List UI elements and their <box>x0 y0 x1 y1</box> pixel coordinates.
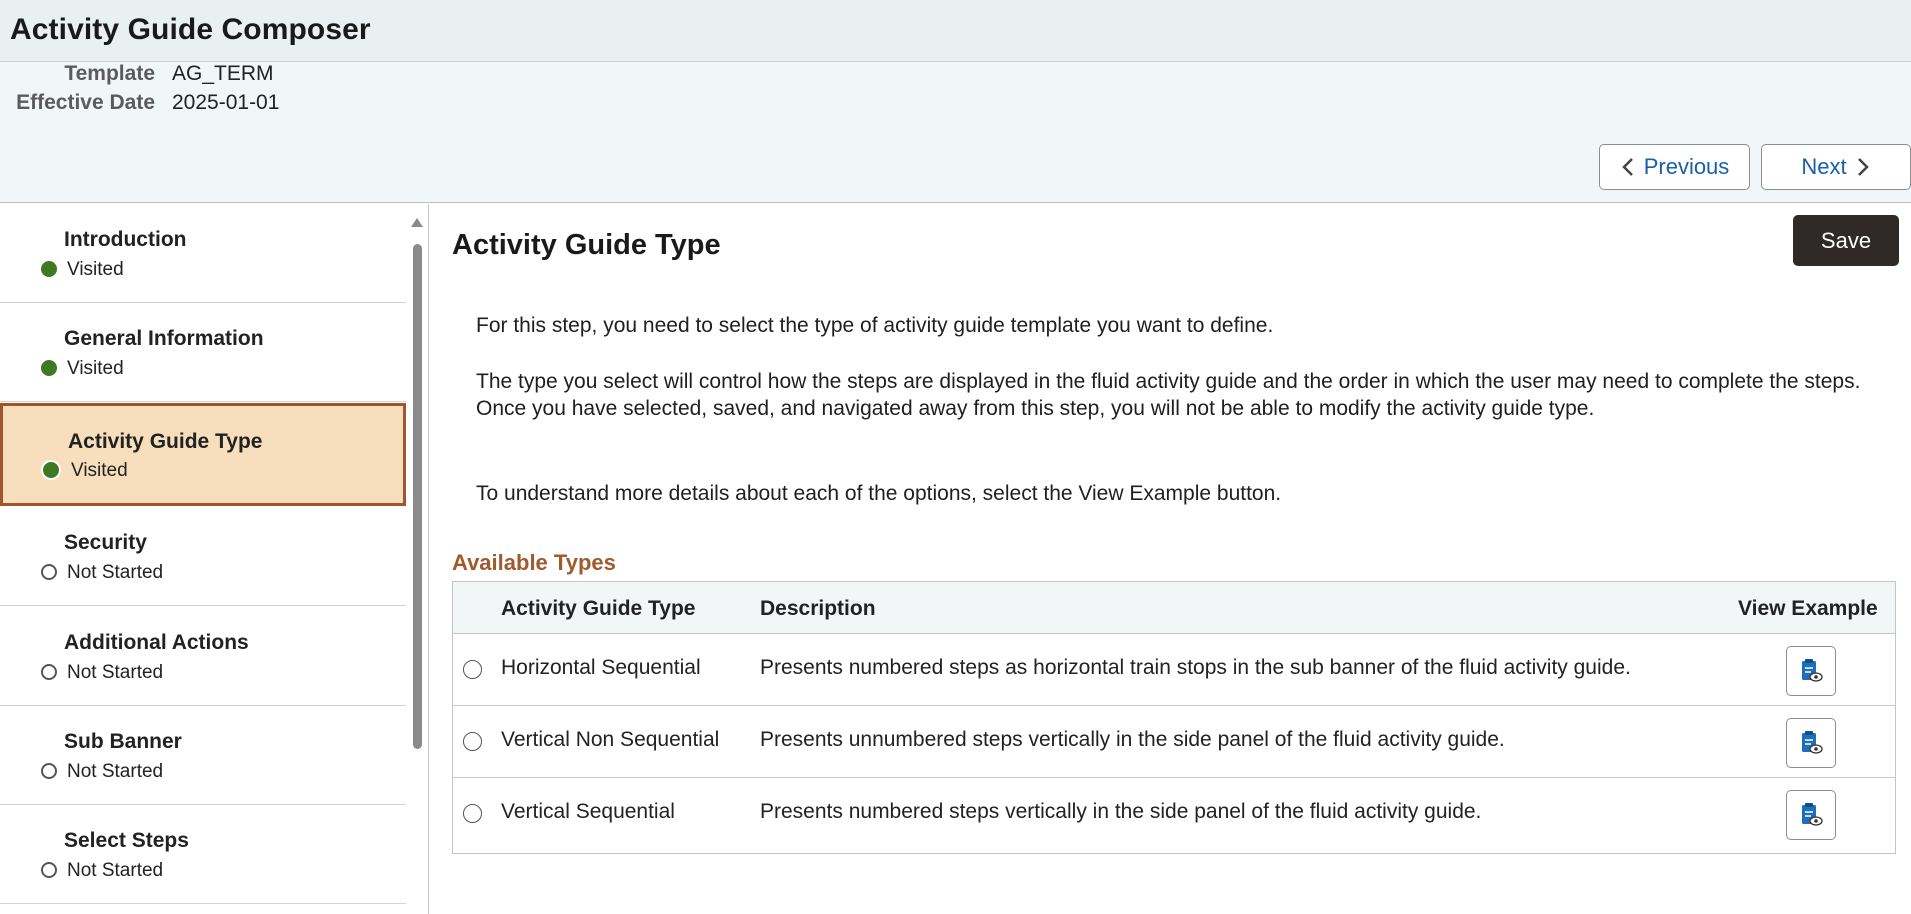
step-title: Select Steps <box>64 829 189 852</box>
step-introduction[interactable] <box>0 204 406 303</box>
step-status: Visited <box>71 460 128 481</box>
step-status: Not Started <box>67 662 164 683</box>
effective-date-label: Effective Date <box>16 91 155 114</box>
sidebar-scrollbar[interactable] <box>408 212 426 912</box>
step-title: General Information <box>64 327 264 350</box>
column-header-description: Description <box>760 597 876 620</box>
template-label: Template <box>64 62 155 85</box>
next-button-label: Next <box>1801 154 1847 179</box>
type-description: Presents unnumbered steps vertically in the side panel of the fluid activity guide. <box>760 728 1505 751</box>
step-sub-banner[interactable] <box>0 706 406 805</box>
column-header-view-example: View Example <box>1738 597 1878 620</box>
available-types-grid <box>452 581 1896 854</box>
effective-date-value: 2025-01-01 <box>172 91 280 114</box>
available-types-title: Available Types <box>452 550 616 575</box>
not-started-icon <box>41 564 57 580</box>
type-explanation-paragraph: The type you select will control how the steps are displayed in the fluid activity guide and the order in which the user may need to complete the steps. Once you have selected, saved, and navigated away from this step, you will not be able to modify the activity guide type. <box>476 370 1861 420</box>
intro-paragraph: For this step, you need to select the type of activity guide template you want to define. <box>476 314 1274 337</box>
type-description: Presents numbered steps as horizontal train stops in the sub banner of the fluid activity guide. <box>760 656 1631 679</box>
visited-icon <box>43 462 59 478</box>
step-general-information[interactable] <box>0 303 406 402</box>
view-example-hint: To understand more details about each of the options, select the View Example button. <box>476 482 1282 505</box>
type-name: Vertical Sequential <box>501 800 675 823</box>
step-security[interactable] <box>0 507 406 606</box>
column-header-type: Activity Guide Type <box>501 597 696 620</box>
not-started-icon <box>41 862 57 878</box>
table-row <box>453 634 1895 706</box>
step-activity-guide-type[interactable] <box>0 403 406 506</box>
type-radio-vertical-sequential[interactable] <box>463 804 482 823</box>
step-status: Not Started <box>67 761 164 782</box>
not-started-icon <box>41 664 57 680</box>
step-title: Additional Actions <box>64 631 249 654</box>
table-row <box>453 778 1895 850</box>
type-radio-vertical-non-sequential[interactable] <box>463 732 482 751</box>
type-description: Presents numbered steps vertically in the side panel of the fluid activity guide. <box>760 800 1482 823</box>
step-additional-actions[interactable] <box>0 607 406 706</box>
previous-button-label: Previous <box>1643 154 1730 179</box>
save-button[interactable]: Save <box>1793 215 1899 266</box>
app-title: Activity Guide Composer <box>10 13 371 46</box>
type-radio-horizontal-sequential[interactable] <box>463 660 482 679</box>
previous-button[interactable] <box>1599 144 1750 190</box>
next-button[interactable] <box>1761 144 1911 190</box>
step-title: Activity Guide Type <box>68 430 263 453</box>
document-view-icon <box>1798 802 1824 828</box>
step-status: Visited <box>67 259 124 280</box>
main-content <box>430 204 1911 914</box>
visited-icon <box>41 261 57 277</box>
table-row <box>453 706 1895 778</box>
document-view-icon <box>1798 658 1824 684</box>
scroll-thumb[interactable] <box>413 244 422 749</box>
type-name: Vertical Non Sequential <box>501 728 720 751</box>
step-title: Introduction <box>64 228 187 251</box>
type-name: Horizontal Sequential <box>501 656 701 679</box>
view-example-button[interactable] <box>1786 790 1836 840</box>
view-example-button[interactable] <box>1786 718 1836 768</box>
app-titlebar <box>0 0 1911 62</box>
step-title: Security <box>64 531 147 554</box>
view-example-button[interactable] <box>1786 646 1836 696</box>
step-select-steps[interactable] <box>0 805 406 904</box>
template-value: AG_TERM <box>172 62 274 85</box>
steps-sidebar <box>0 204 429 914</box>
chevron-left-icon <box>1620 157 1636 177</box>
scroll-up-icon[interactable] <box>411 218 423 227</box>
document-view-icon <box>1798 730 1824 756</box>
grid-header <box>453 582 1895 634</box>
page-title: Activity Guide Type <box>452 229 721 261</box>
visited-icon <box>41 360 57 376</box>
step-title: Sub Banner <box>64 730 182 753</box>
step-status: Not Started <box>67 860 164 881</box>
step-status: Visited <box>67 358 124 379</box>
chevron-right-icon <box>1855 157 1871 177</box>
not-started-icon <box>41 763 57 779</box>
step-status: Not Started <box>67 562 164 583</box>
